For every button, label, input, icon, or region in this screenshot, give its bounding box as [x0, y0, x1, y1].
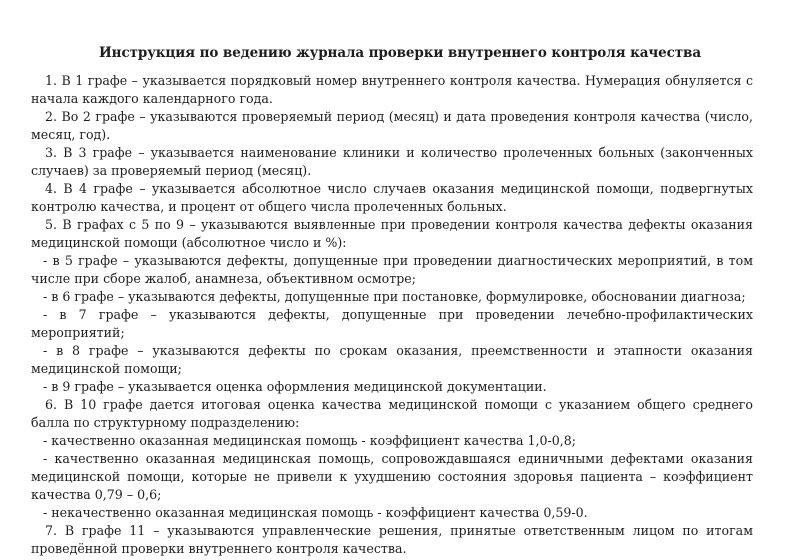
document-title: Инструкция по ведению журнала проверки внутреннего контроля качества [99, 45, 701, 61]
list-item-quality-defects: - качественно оказанная медицинская помощь, сопровождавшаяся единичными дефектами оказания медицинской помощи, которые не привели к ухудшению состояния здоровья пациента – коэффициент качества 0,79 – 0,6; [31, 451, 753, 502]
paragraph-2: 2. Во 2 графе – указываются проверяемый период (месяц) и дата проведения контроля качества (число, месяц, год). [31, 109, 753, 142]
list-item-quality-high: - качественно оказанная медицинская помощь - коэффициент качества 1,0-0,8; [43, 433, 577, 448]
paragraph-4: 4. В 4 графе – указывается абсолютное число случаев оказания медицинской помощи, подвергнутых контролю качества, и процент от общего числа пролеченных больных. [31, 181, 753, 214]
paragraph-3: 3. В 3 графе – указывается наименование клиники и количество пролеченных больных (законченных случаев) за проверяемый период (месяц). [31, 145, 753, 178]
document-body [31, 72, 753, 558]
list-item-column-5: - в 5 графе – указываются дефекты, допущенные при проведении диагностических мероприятий, в том числе при сборе жалоб, анамнеза, объективном осмотре; [31, 253, 753, 286]
paragraph-7: 7. В графе 11 – указываются управленческие решения, принятые ответственным лицом по итогам проведённой проверки внутреннего контроля качества. [31, 523, 753, 556]
list-item-column-9: - в 9 графе – указывается оценка оформления медицинской документации. [43, 379, 547, 394]
paragraph-5: 5. В графах с 5 по 9 – указываются выявленные при проведении контроля качества дефекты оказания медицинской помощи (абсолютное число и %): [31, 217, 753, 250]
paragraph-6: 6. В 10 графе дается итоговая оценка качества медицинской помощи с указанием общего среднего балла по структурному подразделению: [31, 397, 753, 430]
list-item-column-8: - в 8 графе – указываются дефекты по срокам оказания, преемственности и этапности оказания медицинской помощи; [31, 343, 753, 376]
list-item-column-7: - в 7 графе – указываются дефекты, допущенные при проведении лечебно-профилактических мероприятий; [31, 307, 753, 340]
paragraph-1: 1. В 1 графе – указывается порядковый номер внутреннего контроля качества. Нумерация обнуляется с начала каждого календарного года. [31, 73, 753, 106]
list-item-column-6: - в 6 графе – указываются дефекты, допущенные при постановке, формулировке, обосновании диагноза; [43, 289, 746, 304]
list-item-quality-low: - некачественно оказанная медицинская помощь - коэффициент качества 0,59-0. [43, 505, 588, 520]
